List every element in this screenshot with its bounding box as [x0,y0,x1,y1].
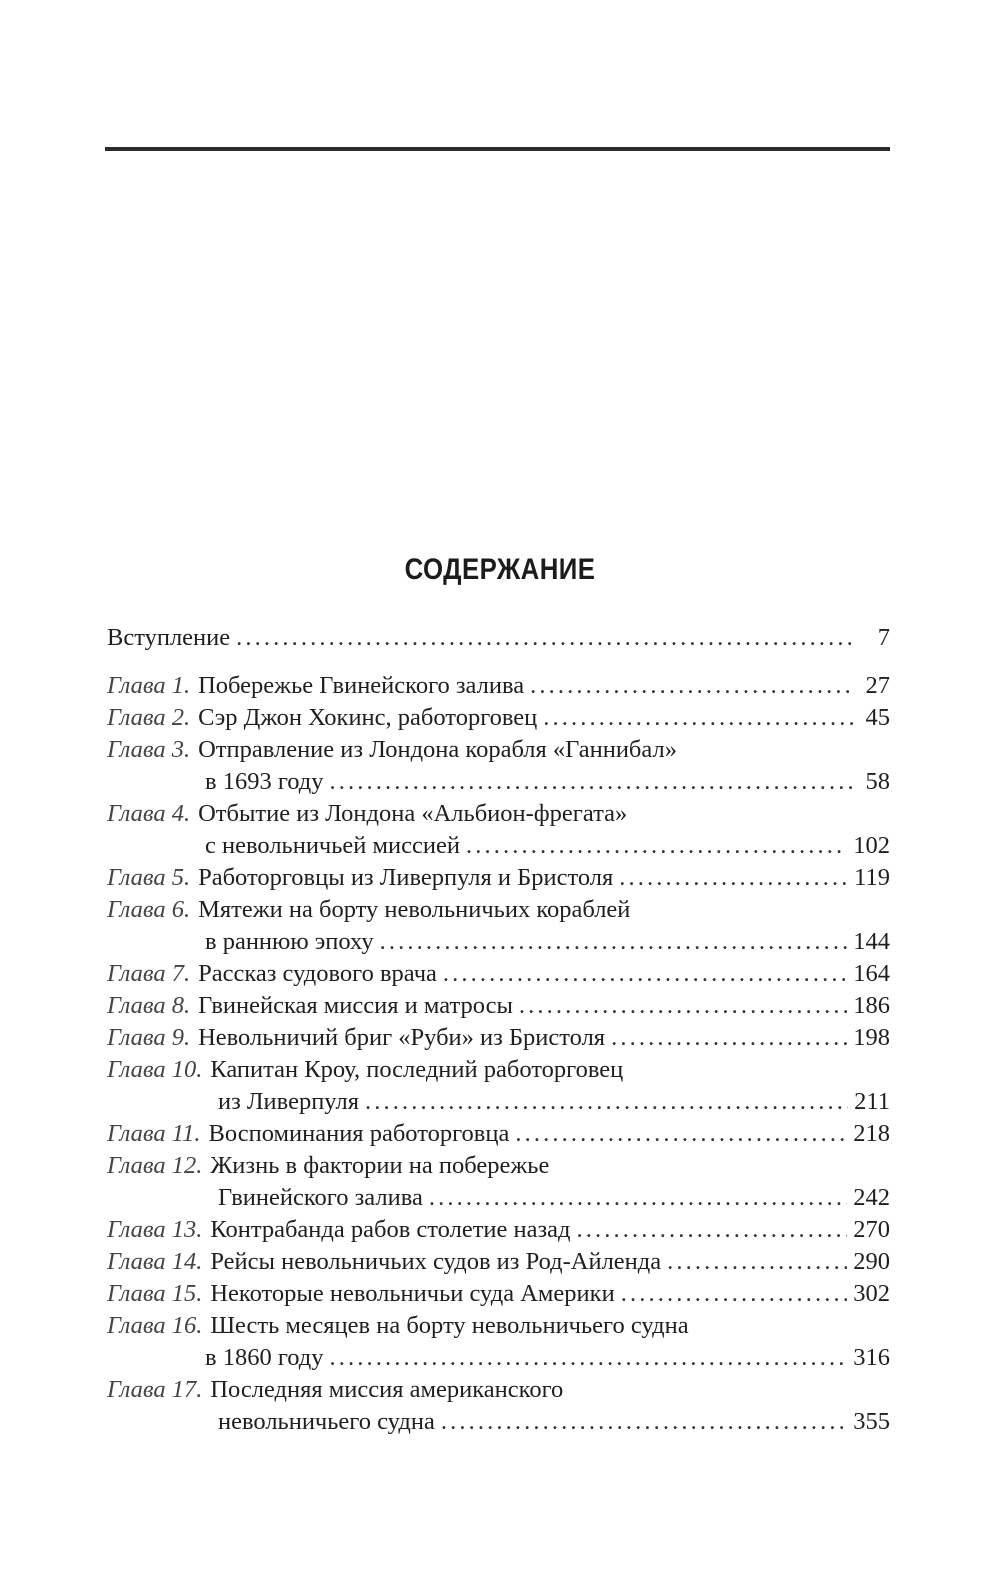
chapter-title: Последняя миссия американского [210,1376,564,1403]
chapter-label: Глава 1. [107,672,191,699]
chapter-title: Рассказ судового врача [198,960,437,987]
chapter-title: Работорговцы из Ливерпуля и Бристоля [198,864,614,891]
chapter-title: Некоторые невольничьи суда Америки [210,1280,615,1307]
toc-entry-chapter-14[interactable] [107,1246,890,1278]
toc-page-number: 218 [853,1120,890,1147]
toc-entry-chapter-4[interactable] [107,798,890,830]
toc-page-number: 164 [853,960,890,987]
chapter-title: Рейсы невольничьих судов из Род-Айленда [210,1248,662,1275]
toc-entry-chapter-17-cont[interactable] [107,1406,890,1438]
chapter-title-cont: невольничьего судна [218,1408,435,1435]
toc-entry-text: Вступление [107,624,231,651]
chapter-title: Мятежи на борту невольничьих кораблей [198,896,631,923]
toc-entry-chapter-5[interactable] [107,862,890,894]
chapter-label: Глава 10. [107,1056,203,1083]
chapter-title-cont: с невольничьей миссией [205,832,461,859]
chapter-label: Глава 13. [107,1216,203,1243]
toc-page-number: 290 [853,1248,890,1275]
toc-entry-chapter-3[interactable] [107,734,890,766]
dot-leader [611,1022,847,1054]
chapter-title: Капитан Кроу, последний работорговец [210,1056,624,1083]
toc-page-number: 242 [853,1184,890,1211]
chapter-title-cont: в 1693 году [205,768,324,795]
dot-leader [466,830,847,862]
chapter-title: Гвинейская миссия и матросы [198,992,513,1019]
dot-leader [619,862,848,894]
toc-entry-chapter-3-cont[interactable] [107,766,890,798]
chapter-title-cont: в 1860 году [205,1344,324,1371]
chapter-label: Глава 16. [107,1312,203,1339]
toc-entry-chapter-12[interactable] [107,1150,890,1182]
toc-entry-chapter-2[interactable] [107,702,890,734]
chapter-title: Жизнь в фактории на побережье [210,1152,550,1179]
dot-leader [543,702,854,734]
toc-page-number: 102 [853,832,890,859]
chapter-label: Глава 6. [107,896,191,923]
toc-page-number: 144 [853,928,890,955]
dot-leader [429,1182,847,1214]
chapter-title: Отправление из Лондона корабля «Ганнибал» [198,736,677,763]
chapter-label: Глава 17. [107,1376,203,1403]
toc-entry-chapter-15[interactable] [107,1278,890,1310]
dot-leader [330,1342,848,1374]
dot-leader [330,766,854,798]
toc-page-number: 270 [853,1216,890,1243]
toc-entry-chapter-4-cont[interactable] [107,830,890,862]
toc-page-number: 119 [854,864,890,891]
chapter-title: Контрабанда рабов столетие назад [210,1216,571,1243]
chapter-label: Глава 2. [107,704,191,731]
chapter-label: Глава 5. [107,864,191,891]
dot-leader [621,1278,848,1310]
chapter-title: Побережье Гвинейского залива [198,672,525,699]
toc-entry-chapter-7[interactable] [107,958,890,990]
table-of-contents [107,622,890,1438]
toc-page-number: 27 [865,672,890,699]
dot-leader [236,622,854,654]
toc-page-number: 198 [853,1024,890,1051]
dot-leader [365,1086,848,1118]
chapter-title: Отбытие из Лондона «Альбион-фрегата» [198,800,628,827]
chapter-title-cont: из Ливерпуля [218,1088,359,1115]
dot-leader [577,1214,848,1246]
toc-entry-chapter-13[interactable] [107,1214,890,1246]
toc-entry-chapter-6-cont[interactable] [107,926,890,958]
chapter-label: Глава 9. [107,1024,191,1051]
chapter-label: Глава 12. [107,1152,203,1179]
page-title: СОДЕРЖАНИЕ [404,553,596,586]
top-rule [105,147,890,151]
toc-entry-chapter-9[interactable] [107,1022,890,1054]
dot-leader [380,926,848,958]
toc-page-number: 316 [853,1344,890,1371]
toc-page-number: 211 [854,1088,890,1115]
toc-entry-chapter-10[interactable] [107,1054,890,1086]
toc-entry-chapter-1[interactable] [107,670,890,702]
dot-leader [667,1246,847,1278]
chapter-title-cont: в раннюю эпоху [205,928,374,955]
dot-leader [530,670,854,702]
chapter-label: Глава 3. [107,736,191,763]
toc-page-number: 355 [853,1408,890,1435]
chapter-label: Глава 15. [107,1280,203,1307]
chapter-title: Сэр Джон Хокинс, работорговец [198,704,538,731]
chapter-label: Глава 7. [107,960,191,987]
toc-entry-chapter-6[interactable] [107,894,890,926]
toc-entry-chapter-12-cont[interactable] [107,1182,890,1214]
dot-leader [519,990,847,1022]
toc-page-number: 58 [865,768,890,795]
toc-page-number: 7 [877,624,890,651]
chapter-label: Глава 14. [107,1248,203,1275]
chapter-title: Воспоминания работорговца [208,1120,510,1147]
toc-entry-intro[interactable] [107,622,890,654]
toc-page-number: 186 [853,992,890,1019]
chapter-title: Шесть месяцев на борту невольничьего судна [210,1312,689,1339]
toc-entry-chapter-16-cont[interactable] [107,1342,890,1374]
toc-entry-chapter-16[interactable] [107,1310,890,1342]
toc-entry-chapter-10-cont[interactable] [107,1086,890,1118]
toc-page-number: 45 [865,704,890,731]
chapter-label: Глава 11. [107,1120,201,1147]
dot-leader [441,1406,847,1438]
chapter-title-cont: Гвинейского залива [218,1184,423,1211]
chapter-label: Глава 8. [107,992,191,1019]
chapter-label: Глава 4. [107,800,191,827]
toc-entry-chapter-17[interactable] [107,1374,890,1406]
chapter-title: Невольничий бриг «Руби» из Бристоля [198,1024,606,1051]
toc-entry-chapter-8[interactable] [107,990,890,1022]
toc-entry-chapter-11[interactable] [107,1118,890,1150]
dot-leader [515,1118,847,1150]
dot-leader [443,958,847,990]
toc-page-number: 302 [853,1280,890,1307]
